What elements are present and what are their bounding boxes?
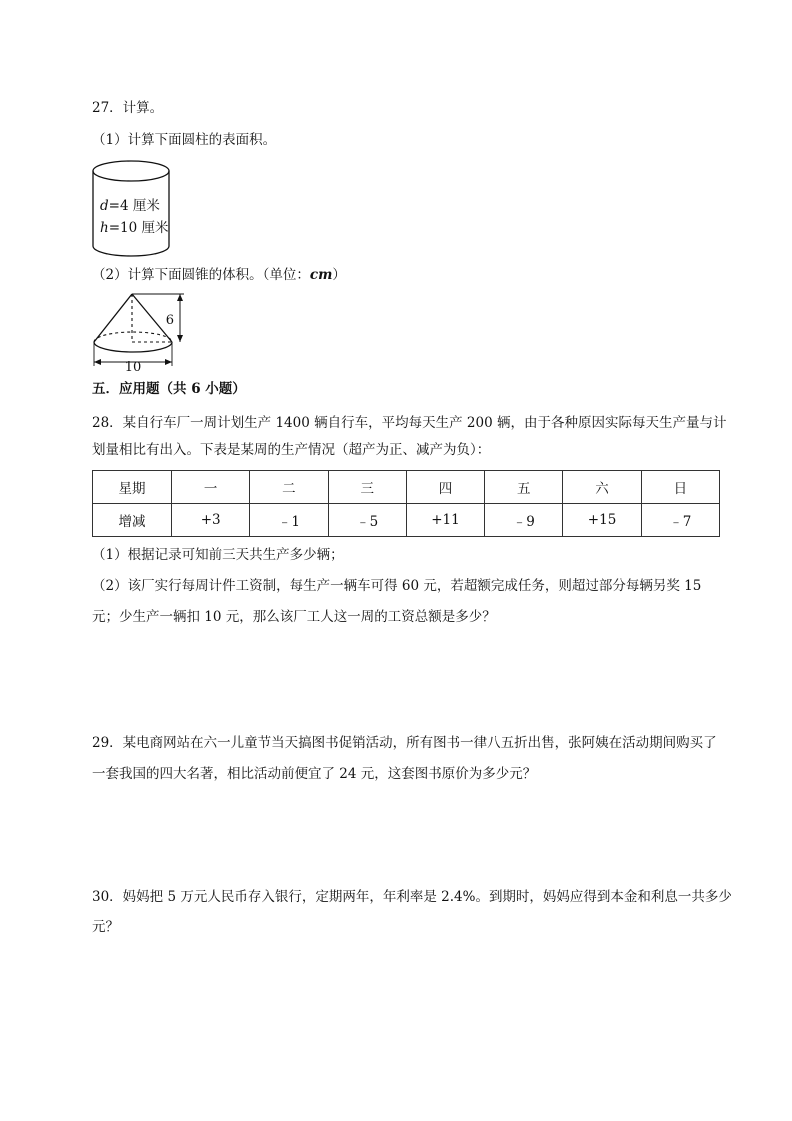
- q27-part1: （1）计算下面圆柱的表面积。: [92, 132, 277, 148]
- table-cell: 星期: [93, 471, 172, 504]
- table-cell: 日: [641, 471, 719, 504]
- table-cell: 三: [328, 471, 406, 504]
- table-header-row: [93, 471, 720, 504]
- table-cell: 六: [563, 471, 641, 504]
- unit-cm: cm: [309, 267, 333, 283]
- table-cell: 五: [485, 471, 563, 504]
- cone-height-label: 6: [165, 313, 174, 328]
- table-cell: 二: [250, 471, 328, 504]
- table-cell: 一: [172, 471, 250, 504]
- q30-line1: 30．妈妈把 5 万元人民币存入银行，定期两年，年利率是 2.4%。到期时，妈妈应得到本金和利息一共多少: [92, 889, 732, 905]
- table-cell: 四: [406, 471, 484, 504]
- q28-line1: 28．某自行车厂一周计划生产 1400 辆自行车，平均每天生产 200 辆，由于各种原因实际每天生产量与计: [92, 415, 727, 431]
- q28-sub2-line1: （2）该厂实行每周计件工资制，每生产一辆车可得 60 元，若超额完成任务，则超过部分每辆另奖 15: [92, 578, 702, 594]
- q27-part2: （2）计算下面圆锥的体积。（单位：cm）: [92, 267, 346, 283]
- q29-line2: 一套我国的四大名著，相比活动前便宜了 24 元，这套图书原价为多少元？: [92, 766, 537, 782]
- table-cell: +3: [172, 504, 250, 537]
- q29-line1: 29．某电商网站在六一儿童节当天搞图书促销活动，所有图书一律八五折出售，张阿姨在活动期间购买了: [92, 735, 717, 751]
- table-cell: +15: [563, 504, 641, 537]
- cone-diameter-label: 10: [124, 360, 142, 372]
- table-cell: ﹣9: [485, 504, 563, 537]
- q28-line2: 划量相比有出入。下表是某周的生产情况（超产为正、减产为负）：: [92, 442, 491, 458]
- cylinder-figure: [90, 155, 180, 261]
- q30-line2: 元？: [92, 919, 119, 935]
- q28-sub1: （1）根据记录可知前三天共生产多少辆；: [92, 547, 344, 563]
- cylinder-h-label: h=10 厘米: [100, 220, 169, 236]
- production-table: [92, 470, 720, 537]
- table-cell: ﹣5: [328, 504, 406, 537]
- table-cell: +11: [406, 504, 484, 537]
- q28-sub2-line2: 元；少生产一辆扣 10 元，那么该厂工人这一周的工资总额是多少？: [92, 609, 496, 625]
- section5-heading: 五．应用题（共 6 小题）: [92, 381, 246, 397]
- cone-figure: [88, 288, 188, 372]
- table-cell: ﹣1: [250, 504, 328, 537]
- q27-title: 27．计算。: [92, 100, 164, 116]
- table-row: [93, 504, 720, 537]
- table-cell: 增减: [93, 504, 172, 537]
- cylinder-d-label: d=4 厘米: [100, 198, 160, 214]
- table-cell: ﹣7: [641, 504, 719, 537]
